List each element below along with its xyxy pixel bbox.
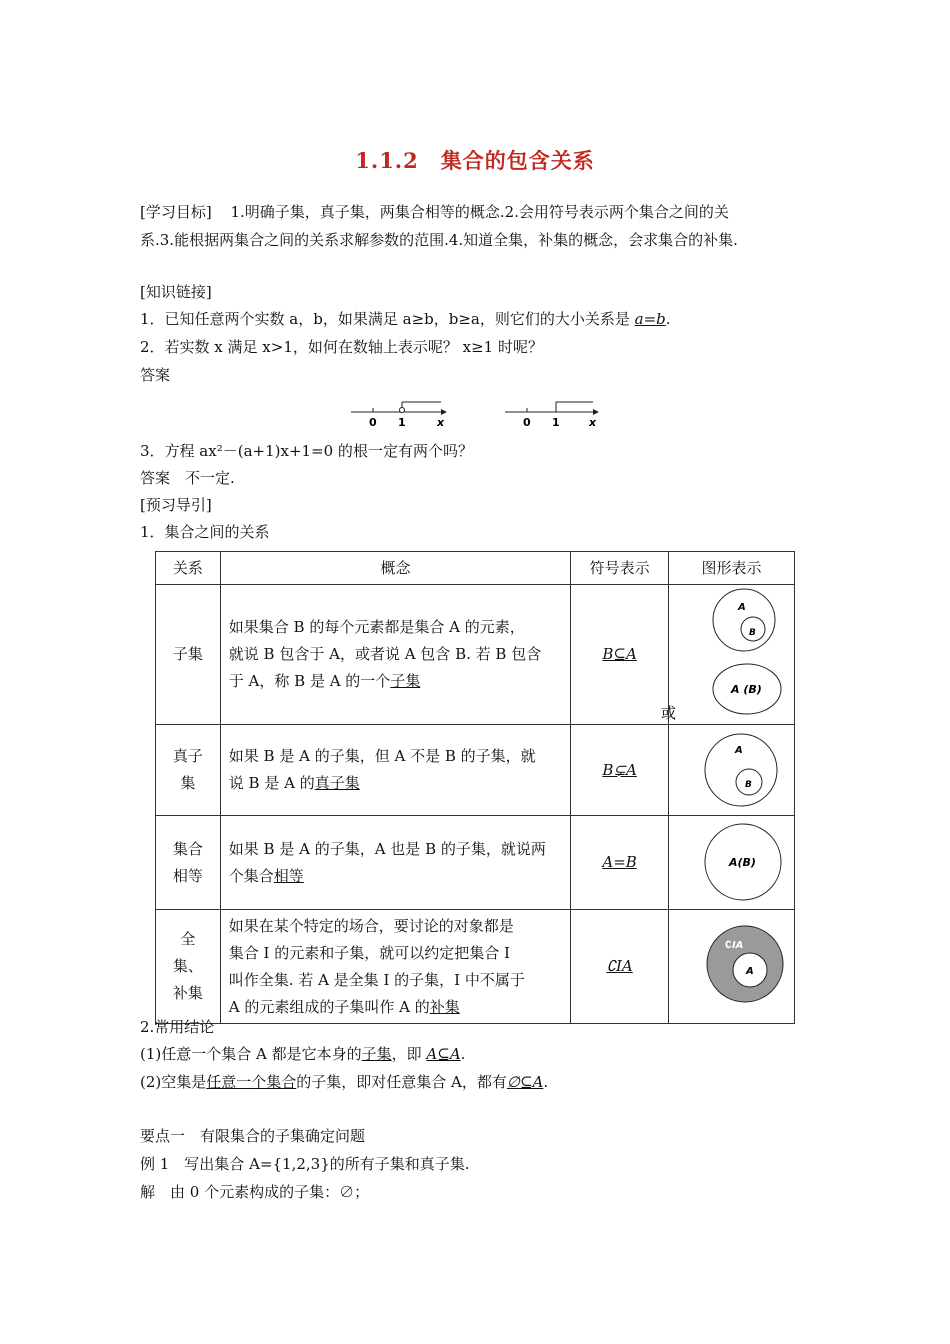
link-q3: 3．方程 ax²－(a+1)x+1=0 的根一定有两个吗？ (140, 442, 473, 460)
header-relation: 关系 (156, 552, 221, 585)
conclusion-1-text: (1)任意一个集合 A 都是它本身的 (140, 1045, 362, 1063)
conclusion-1 (140, 1043, 465, 1065)
preview-label: [预习导引] (140, 496, 212, 514)
equal-symbol: A=B (602, 853, 637, 871)
objectives-label: [学习目标] (140, 203, 212, 221)
complement-name-line-3: 补集 (172, 984, 203, 1002)
equal-concept-line-2-text: 个集合 (228, 866, 274, 885)
proper-inner-label: B (744, 780, 752, 790)
table-header-row (156, 552, 795, 585)
conclusion-1-end: . (460, 1045, 466, 1063)
row-proper-figure (668, 725, 794, 816)
equal-concept-line-1: 如果 B 是 A 的子集，A 也是 B 的子集，就说两 (228, 839, 546, 858)
proper-name-line-2: 集 (180, 774, 196, 792)
complement-inner-label: A (745, 966, 754, 977)
proper-subset-venn-figure (669, 725, 794, 815)
complement-name-line-2: 集、 (172, 957, 203, 975)
equal-venn-figure (669, 816, 794, 909)
link-q2: 2．若实数 x 满足 x>1，如何在数轴上表示呢？ x≥1 时呢？ (140, 338, 543, 356)
proper-outer-label: A (734, 745, 743, 756)
link-label: [知识链接] (140, 283, 212, 301)
conclusion-2 (140, 1071, 548, 1093)
proper-concept-line-2-text: 说 B 是 A 的 (228, 774, 315, 792)
complement-concept-line-1: 如果在某个特定的场合，要讨论的对象都是 (228, 916, 514, 935)
row-complement-symbol (571, 910, 669, 1024)
proper-name-line-1: 真子 (172, 747, 203, 765)
equal-figure-label: A(B) (728, 856, 756, 869)
complement-symbol: ∁IA (606, 957, 633, 975)
subset-equal-label: A (B) (730, 683, 762, 696)
relation-table (155, 551, 795, 1024)
row-proper-concept (220, 725, 570, 816)
nl2-zero: 0 (523, 416, 531, 429)
objectives-line-2: 系.3.能根据两集合之间的关系求解参数的范围.4.知道全集，补集的概念，会求集合的补集. (140, 231, 738, 249)
conclusion-2-term: 任意一个集合 (206, 1073, 297, 1091)
equal-term: 相等 (273, 866, 304, 885)
objectives-line-1 (140, 201, 729, 223)
preview-section-1: 1．集合之间的关系 (140, 523, 270, 541)
complement-concept-line-4 (229, 994, 562, 1021)
header-symbol: 符号表示 (571, 552, 669, 585)
conclusion-2-end: . (543, 1073, 549, 1091)
preview-section-2: 2.常用结论 (140, 1018, 215, 1036)
row-equal-name (156, 816, 221, 910)
conclusion-1-term: 子集 (361, 1045, 392, 1063)
row-subset-figure (660, 585, 794, 725)
proper-concept-line-2 (229, 770, 562, 797)
proper-concept-line-1: 如果 B 是 A 的子集，但 A 不是 B 的子集，就 (228, 747, 536, 765)
equal-name-line-2: 相等 (172, 866, 203, 885)
row-proper-name (156, 725, 221, 816)
complement-concept-line-3: 叫作全集. 若 A 是全集 I 的子集，I 中不属于 (228, 970, 525, 989)
subset-inner-label: B (748, 628, 756, 638)
complement-name-line-1: 全 (180, 930, 196, 948)
nl1-zero: 0 (369, 416, 377, 429)
subset-term: 子集 (390, 672, 421, 690)
conclusion-1-formula: A⊆A (426, 1045, 461, 1063)
conclusion-2-mid: 的子集，即对任意集合 A，都有 (296, 1073, 507, 1091)
subset-venn-figure (660, 585, 794, 724)
header-figure: 图形表示 (668, 552, 794, 585)
table-row (156, 725, 795, 816)
point-1-title: 要点一 有限集合的子集确定问题 (140, 1127, 366, 1145)
solution-1: 解 由 0 个元素构成的子集：∅； (140, 1183, 370, 1201)
conclusion-2-text: (2)空集是 (140, 1073, 207, 1091)
number-line-figures (345, 396, 605, 430)
subset-concept-line-1: 如果集合 B 的每个元素都是集合 A 的元素， (228, 618, 525, 636)
conclusion-1-mid: ，即 (391, 1045, 427, 1063)
nl2-x: x (589, 416, 597, 429)
complement-concept-line-2: 集合 I 的元素和子集，就可以约定把集合 I (228, 943, 510, 962)
row-equal-figure (668, 816, 794, 910)
row-subset-concept (220, 585, 570, 725)
nl2-one: 1 (552, 416, 560, 429)
number-line-open (351, 402, 447, 429)
row-equal-concept (220, 816, 570, 910)
link-answer-label: 答案 (140, 366, 171, 384)
complement-venn-figure (669, 910, 794, 1023)
row-subset-name: 子集 (156, 585, 221, 725)
table-row (156, 910, 795, 1024)
subset-concept-line-2: 就说 B 包含于 A，或者说 A 包含 B. 若 B 包含 (228, 645, 542, 663)
row-equal-symbol (571, 816, 669, 910)
complement-concept-line-4-text: A 的元素组成的子集叫作 A 的 (228, 997, 430, 1016)
subset-symbol: B⊆A (602, 645, 637, 663)
equal-name-line-1: 集合 (172, 839, 203, 858)
subset-concept-line-3-text: 于 A，称 B 是 A 的一个 (228, 672, 391, 690)
nl1-x: x (437, 416, 445, 429)
link-q1-end: . (665, 310, 671, 328)
nl1-one: 1 (398, 416, 406, 429)
complement-shade-label: ∁IA (724, 940, 744, 951)
proper-subset-symbol: B⊊A (602, 760, 637, 779)
objectives-text-1: 1.明确子集，真子集，两集合相等的概念.2.会用符号表示两个集合之间的关 (230, 203, 729, 221)
header-concept: 概念 (220, 552, 570, 585)
table-row (156, 585, 795, 725)
row-complement-concept (220, 910, 570, 1024)
subset-outer-label: A (737, 602, 746, 613)
row-complement-figure (668, 910, 794, 1024)
subset-or-label: 或 (660, 704, 676, 722)
link-q1-text: 1．已知任意两个实数 a，b，如果满足 a≥b，b≥a，则它们的大小关系是 (140, 310, 635, 328)
link-a3: 答案 不一定. (140, 469, 235, 487)
complement-term: 补集 (429, 997, 460, 1016)
row-complement-name (156, 910, 221, 1024)
row-proper-symbol (571, 725, 669, 816)
example-1: 例 1 写出集合 A={1,2,3}的所有子集和真子集. (140, 1155, 470, 1173)
row-subset-symbol (571, 585, 669, 725)
equal-concept-line-2 (229, 863, 562, 890)
link-q1-answer: a=b (634, 310, 666, 328)
page-title: 1.1.2 集合的包含关系 (355, 148, 595, 173)
proper-subset-term: 真子集 (314, 774, 360, 792)
link-q1 (140, 308, 671, 330)
number-line-closed (505, 402, 599, 429)
subset-concept-line-3 (229, 668, 562, 695)
conclusion-2-formula: ∅⊆A (506, 1073, 544, 1091)
table-row (156, 816, 795, 910)
